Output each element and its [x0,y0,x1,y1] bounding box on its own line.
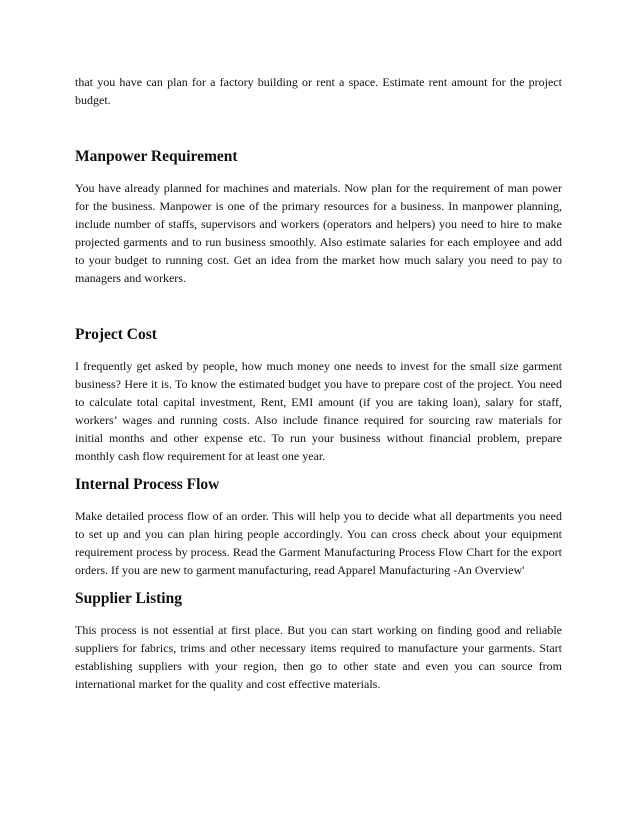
heading-manpower-requirement: Manpower Requirement [75,148,238,165]
paragraph-project-cost: I frequently get asked by people, how much money one needs to invest for the small size garment business? Here it is. To know the estimated budget you have to prepare cost of the project. You need to calculate total capital investment, Rent, EMI amount (if you are taking loan), salary for staff, workers’ wages and running costs. Also include finance required for sourcing raw materials for initial months and other expense etc. To run your business without financial problem, prepare monthly cash flow requirement for at least one year. [75,359,562,463]
intro-paragraph: that you have can plan for a factory building or rent a space. Estimate rent amount for the project budget. [75,75,562,107]
heading-internal-process-flow: Internal Process Flow [75,476,220,493]
paragraph-supplier-listing: This process is not essential at first place. But you can start working on finding good and reliable suppliers for fabrics, trims and other necessary items required to manufacture your garments. Start establishing suppliers with your region, then go to other state and even you can source from international market for the quality and cost effective materials. [75,623,562,691]
paragraph-manpower-requirement: You have already planned for machines and materials. Now plan for the requirement of man power for the business. Manpower is one of the primary resources for a business. In manpower planning, include number of staffs, supervisors and workers (operators and helpers) you need to hire to make projected garments and to run business smoothly. Also estimate salaries for each employee and add to your budget to running cost. Get an idea from the market how much salary you need to pay to managers and workers. [75,181,562,285]
document-page [75,73,562,693]
heading-project-cost: Project Cost [75,326,157,343]
paragraph-internal-process-flow: Make detailed process flow of an order. This will help you to decide what all departments you need to set up and you can plan hiring people accordingly. You can cross check about your equipment requirement process by process. Read the Garment Manufacturing Process Flow Chart for the export orders. If you are new to garment manufacturing, read Apparel Manufacturing -An Overview' [75,509,562,577]
heading-supplier-listing: Supplier Listing [75,590,182,607]
